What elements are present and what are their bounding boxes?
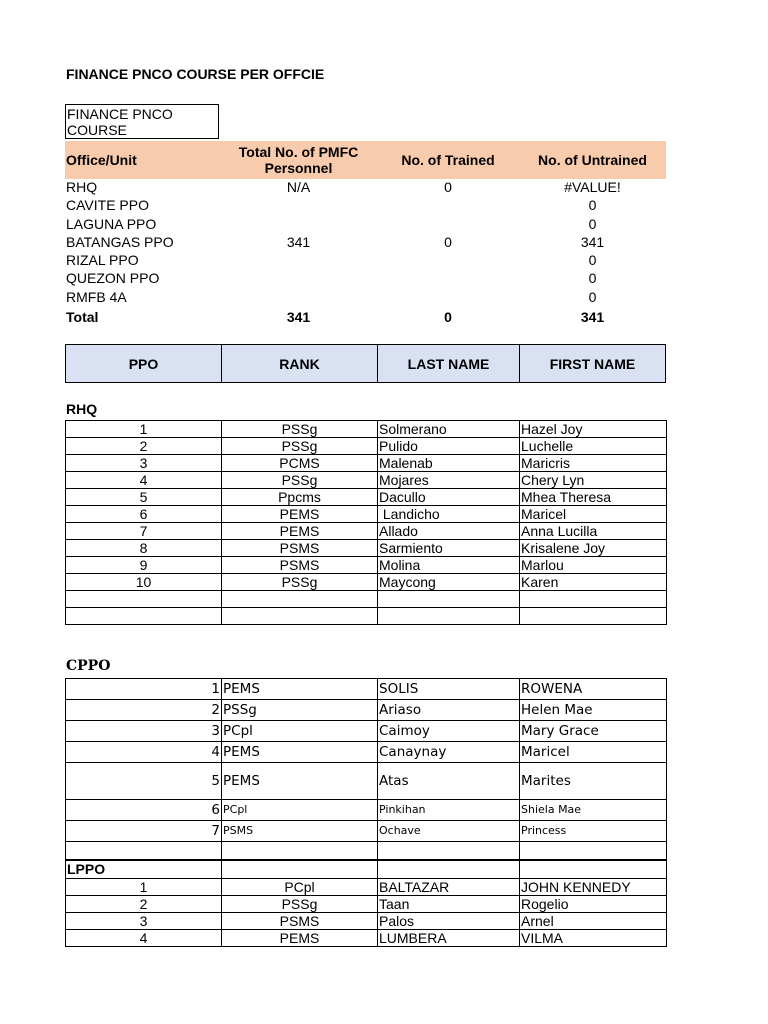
total-cell: N/A <box>286 179 311 195</box>
personnel-list-header <box>65 344 666 383</box>
table-row <box>66 421 667 438</box>
table-row <box>66 913 667 930</box>
rank-cell: PSSg <box>222 700 378 721</box>
first-name-cell: Maricris <box>520 455 667 472</box>
table-row <box>66 679 667 700</box>
first-name-cell: Rogelio <box>520 896 667 913</box>
untrained-cell: 0 <box>588 215 597 232</box>
row-number: 5 <box>66 489 222 506</box>
last-name-cell: Mojares <box>378 472 520 489</box>
table-row <box>66 742 667 763</box>
last-name-cell: Sarmiento <box>378 540 520 557</box>
summary-row <box>65 269 666 287</box>
table-row <box>66 930 667 947</box>
first-name-cell: Hazel Joy <box>520 421 667 438</box>
rank-cell: PCpl <box>222 879 378 896</box>
header-first-name: FIRST NAME <box>549 355 636 372</box>
office-cell: CAVITE PPO <box>66 197 149 214</box>
table-row <box>66 763 667 800</box>
table-row <box>66 523 667 540</box>
rank-cell: PEMS <box>222 679 378 700</box>
row-number: 6 <box>66 506 222 523</box>
untrained-cell: 341 <box>580 233 605 250</box>
table-row <box>66 574 667 591</box>
empty-cell <box>222 842 378 861</box>
last-name-cell: Atas <box>378 763 520 800</box>
summary-header <box>65 141 666 179</box>
table-row <box>66 800 667 821</box>
trained-cell: 0 <box>444 233 452 250</box>
row-number: 3 <box>66 913 222 930</box>
empty-row <box>66 608 667 625</box>
last-name-cell: Maycong <box>378 574 520 591</box>
last-name-cell: Pinkihan <box>378 800 520 821</box>
first-name-cell: Chery Lyn <box>520 472 667 489</box>
last-name-cell: Ariaso <box>378 700 520 721</box>
first-name-cell: Mhea Theresa <box>520 489 667 506</box>
row-number: 9 <box>66 557 222 574</box>
total-personnel-sum: 341 <box>286 309 311 326</box>
header-total-personnel: Total No. of PMFC Personnel <box>238 144 359 176</box>
last-name-cell: Malenab <box>378 455 520 472</box>
rank-cell: PSMS <box>222 821 378 842</box>
rank-cell: Ppcms <box>222 489 378 506</box>
total-trained-sum: 0 <box>444 309 452 326</box>
last-name-cell: Ochave <box>378 821 520 842</box>
row-number: 1 <box>66 879 222 896</box>
empty-cell <box>222 591 378 608</box>
empty-cell <box>66 608 222 625</box>
table-row <box>66 506 667 523</box>
row-number: 7 <box>66 821 222 842</box>
total-label: Total <box>66 309 99 326</box>
row-number: 10 <box>66 574 222 591</box>
empty-row <box>66 842 667 861</box>
rank-cell: PSMS <box>222 913 378 930</box>
rank-cell: PEMS <box>222 930 378 947</box>
header-office-unit: Office/Unit <box>66 152 137 168</box>
first-name-cell: Karen <box>520 574 667 591</box>
summary-total-row <box>65 308 666 326</box>
office-cell: LAGUNA PPO <box>66 215 157 232</box>
row-number: 4 <box>66 742 222 763</box>
empty-cell <box>378 591 520 608</box>
first-name-cell: Arnel <box>520 913 667 930</box>
first-name-cell: Mary Grace <box>520 721 667 742</box>
first-name-cell: Marites <box>520 763 667 800</box>
untrained-cell: 0 <box>588 252 597 269</box>
summary-table <box>65 178 666 326</box>
first-name-cell: JOHN KENNEDY <box>520 879 667 896</box>
empty-cell <box>378 608 520 625</box>
header-last-name: LAST NAME <box>378 345 520 382</box>
header-untrained: No. of Untrained <box>538 152 647 168</box>
untrained-cell: 0 <box>588 288 597 305</box>
rank-cell: PEMS <box>222 742 378 763</box>
empty-cell <box>378 860 520 879</box>
rank-cell: PSSg <box>222 472 378 489</box>
empty-cell <box>520 860 667 879</box>
empty-cell <box>520 591 667 608</box>
office-cell: RHQ <box>66 179 98 195</box>
last-name-cell: BALTAZAR <box>378 879 520 896</box>
first-name-cell: Maricel <box>520 742 667 763</box>
first-name-cell: Luchelle <box>520 438 667 455</box>
table-row <box>66 455 667 472</box>
last-name-cell: Pulido <box>378 438 520 455</box>
untrained-cell: #VALUE! <box>564 179 621 195</box>
section-label-rhq: RHQ <box>66 401 98 417</box>
table-row <box>66 472 667 489</box>
row-number: 7 <box>66 523 222 540</box>
table-row <box>66 489 667 506</box>
rank-cell: PSMS <box>222 557 378 574</box>
last-name-cell: Caimoy <box>378 721 520 742</box>
header-rank: RANK <box>222 345 378 382</box>
total-cell: 341 <box>286 233 311 250</box>
table-row <box>66 721 667 742</box>
table-row <box>66 879 667 896</box>
rank-cell: PSSg <box>222 421 378 438</box>
lppo-personnel-table <box>65 859 667 947</box>
page-title: FINANCE PNCO COURSE PER OFFCIE <box>66 66 325 82</box>
last-name-cell: Canaynay <box>378 742 520 763</box>
summary-row <box>65 233 666 251</box>
header-ppo: PPO <box>66 345 222 382</box>
last-name-cell: LUMBERA <box>378 930 520 947</box>
last-name-cell: Allado <box>378 523 520 540</box>
empty-cell <box>66 591 222 608</box>
first-name-cell: Shiela Mae <box>520 800 667 821</box>
row-number: 1 <box>66 679 222 700</box>
first-name-cell: Maricel <box>520 506 667 523</box>
cppo-personnel-table <box>65 678 667 861</box>
empty-row <box>66 591 667 608</box>
office-cell: RMFB 4A <box>66 288 127 305</box>
rhq-personnel-table <box>65 420 667 625</box>
rank-cell: PSSg <box>222 438 378 455</box>
office-cell: RIZAL PPO <box>66 252 139 269</box>
section-label-lppo: LPPO <box>66 860 222 879</box>
first-name-cell: ROWENA <box>520 679 667 700</box>
empty-cell <box>520 608 667 625</box>
last-name-cell: Solmerano <box>378 421 520 438</box>
summary-row <box>65 288 666 306</box>
office-cell: QUEZON PPO <box>66 270 160 287</box>
section-label-row <box>66 860 667 879</box>
last-name-cell: Molina <box>378 557 520 574</box>
row-number: 5 <box>66 763 222 800</box>
summary-row <box>65 251 666 269</box>
rank-cell: PSSg <box>222 896 378 913</box>
row-number: 2 <box>66 438 222 455</box>
rank-cell: PCMS <box>222 455 378 472</box>
course-label: FINANCE PNCO COURSE <box>67 106 173 138</box>
empty-cell <box>222 608 378 625</box>
empty-cell <box>222 860 378 879</box>
last-name-cell: Landicho <box>378 506 520 523</box>
section-label-cppo: CPPO <box>66 658 111 674</box>
first-name-cell: Krisalene Joy <box>520 540 667 557</box>
rank-cell: PEMS <box>222 506 378 523</box>
table-row <box>66 821 667 842</box>
summary-row <box>65 196 666 214</box>
last-name-cell: Dacullo <box>378 489 520 506</box>
first-name-cell: Helen Mae <box>520 700 667 721</box>
first-name-cell: VILMA <box>520 930 667 947</box>
row-number: 3 <box>66 721 222 742</box>
empty-cell <box>378 842 520 861</box>
first-name-cell: Anna Lucilla <box>520 523 667 540</box>
office-cell: BATANGAS PPO <box>66 233 174 250</box>
rank-cell: PSSg <box>222 574 378 591</box>
table-row <box>66 540 667 557</box>
first-name-cell: Princess <box>520 821 667 842</box>
table-row <box>66 700 667 721</box>
row-number: 2 <box>66 896 222 913</box>
rank-cell: PSMS <box>222 540 378 557</box>
row-number: 2 <box>66 700 222 721</box>
row-number: 8 <box>66 540 222 557</box>
last-name-cell: SOLIS <box>378 679 520 700</box>
empty-cell <box>520 842 667 861</box>
first-name-cell: Marlou <box>520 557 667 574</box>
last-name-cell: Palos <box>378 913 520 930</box>
rank-cell: PEMS <box>222 523 378 540</box>
table-row <box>66 557 667 574</box>
row-number: 3 <box>66 455 222 472</box>
total-untrained-sum: 341 <box>580 309 605 326</box>
table-row <box>66 896 667 913</box>
empty-cell <box>66 842 222 861</box>
row-number: 4 <box>66 930 222 947</box>
course-label-box <box>65 104 219 139</box>
trained-cell: 0 <box>444 179 452 195</box>
summary-row <box>65 215 666 233</box>
rank-cell: PCpl <box>222 800 378 821</box>
untrained-cell: 0 <box>588 197 597 214</box>
last-name-cell: Taan <box>378 896 520 913</box>
row-number: 4 <box>66 472 222 489</box>
summary-row <box>65 178 666 196</box>
table-row <box>66 438 667 455</box>
row-number: 1 <box>66 421 222 438</box>
rank-cell: PCpl <box>222 721 378 742</box>
rank-cell: PEMS <box>222 763 378 800</box>
header-trained: No. of Trained <box>401 152 495 168</box>
row-number: 6 <box>66 800 222 821</box>
untrained-cell: 0 <box>588 270 597 287</box>
